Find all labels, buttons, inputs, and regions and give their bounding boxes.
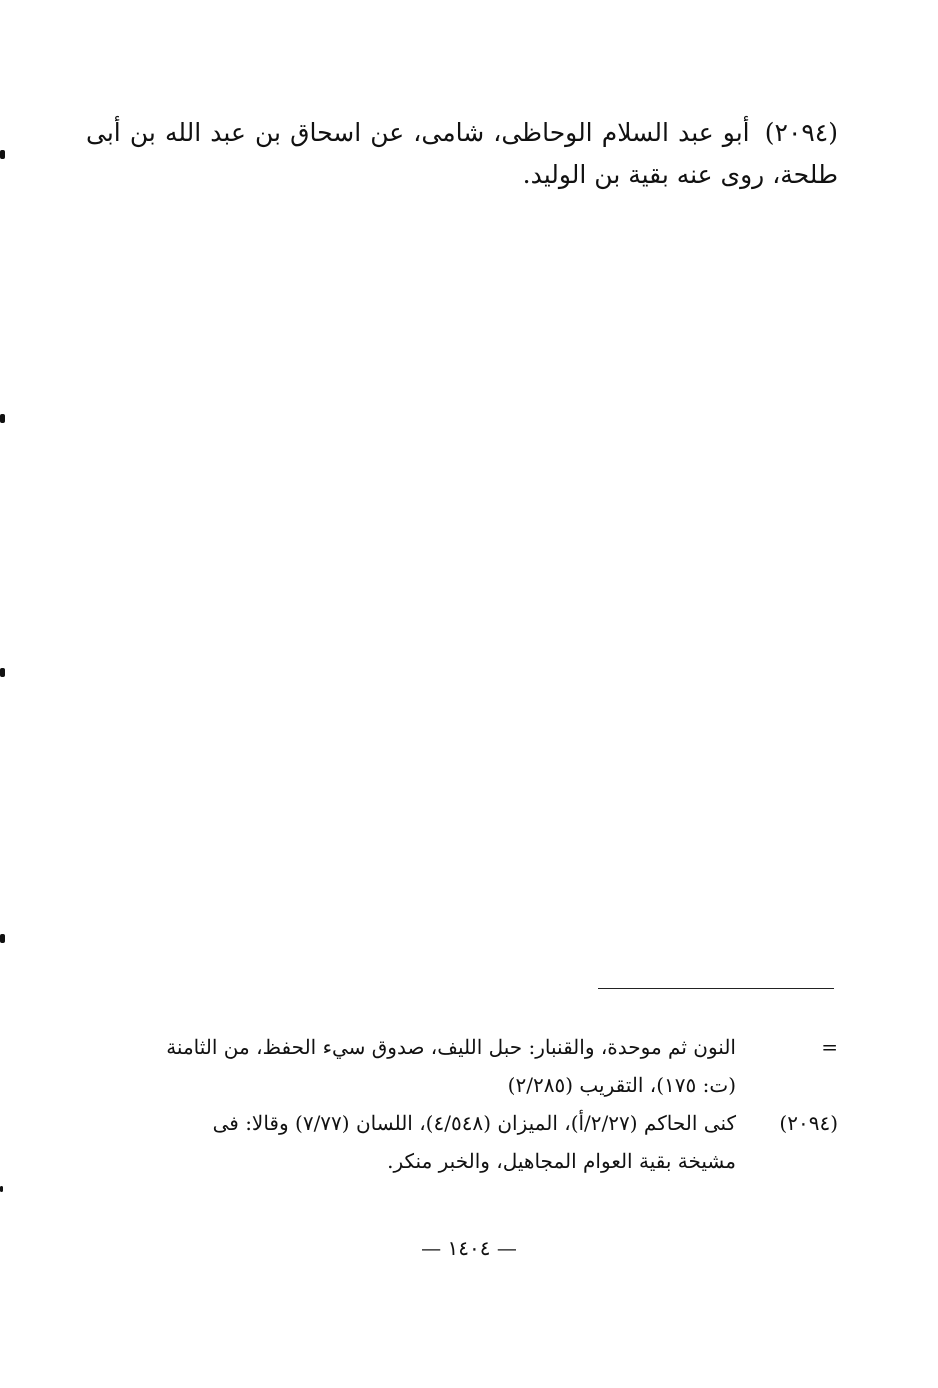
footnote-line: مشيخة بقية العوام المجاهيل، والخبر منكر. xyxy=(387,1149,736,1173)
footnote-marker: = xyxy=(821,1035,838,1059)
footnote-marker: (٢٠٩٤) xyxy=(779,1111,838,1135)
footnote-line: النون ثم موحدة، والقنبار: حبل الليف، صدوق سيء الحفظ، من الثامنة xyxy=(166,1035,736,1059)
footnote-divider xyxy=(598,988,834,989)
footnotes xyxy=(86,1028,838,1180)
footnote-text xyxy=(86,1104,736,1180)
entry-text: أبو عبد السلام الوحاظى، شامى، عن اسحاق بن عبد الله بن أبى طلحة، روى عنه بقية بن الوليد. xyxy=(86,118,838,189)
margin-scan-mark xyxy=(0,150,5,159)
margin-scan-mark xyxy=(0,668,5,677)
page-number: — ١٤٠٤ — xyxy=(421,1236,517,1260)
footnote-line: (ت: ١٧٥)، التقريب (٢/٢٨٥) xyxy=(507,1073,736,1097)
footnote-2094 xyxy=(86,1104,838,1180)
margin-scan-mark xyxy=(0,414,5,423)
margin-scan-mark xyxy=(0,1186,3,1192)
footnote-continued xyxy=(86,1028,838,1104)
entry-number: (٢٠٩٤) xyxy=(764,118,838,147)
footnote-line: كنى الحاكم (٢/٢٧/أ)، الميزان (٤/٥٤٨)، اللسان (٧/٧٧) وقالا: فى xyxy=(212,1111,736,1135)
margin-scan-mark xyxy=(0,934,5,943)
biography-entry xyxy=(86,112,838,196)
footnote-text xyxy=(86,1028,736,1104)
